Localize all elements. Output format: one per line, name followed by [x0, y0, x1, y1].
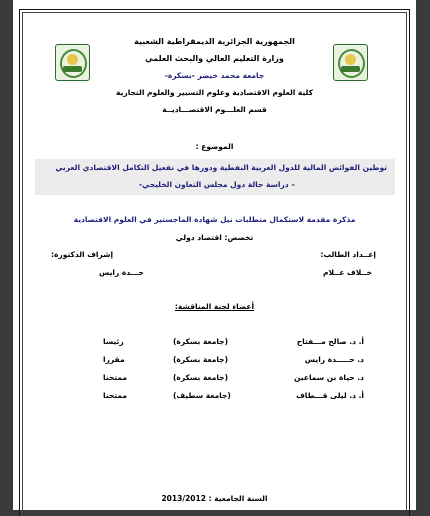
member-role: ممتحنا [103, 391, 128, 400]
supervisor-label: إشراف الدكتورة: [51, 250, 114, 259]
member-name: أ. د. صالح مـــفتاح [296, 337, 364, 346]
academic-year: السنة الجامعية : 2013/2012 [161, 494, 268, 503]
member-name: د. حـــــدة رايس [304, 355, 364, 364]
department-name: قسم العلـــوم الاقتصـــاديــة [162, 105, 267, 114]
ministry-heading: وزارة التعليم العالي والبحث العلمي [145, 54, 284, 63]
member-role: رئيسا [103, 337, 124, 346]
student-label: إعــداد الطالب: [320, 250, 376, 259]
thesis-title-line2: – دراسة حالة دول مجلس التعاون الخليجي- [139, 180, 295, 189]
member-name: د. حياة بن سماعين [294, 373, 364, 382]
member-affiliation: (جامعة بسكرة) [173, 373, 229, 382]
faculty-name: كلية العلوم الاقتصادية وعلوم التسيير والعلوم التجارية [116, 88, 313, 97]
member-name: أ. د. ليلى قـــطاف [296, 391, 364, 400]
topic-label: الموضوع : [195, 142, 234, 151]
memo-purpose: مذكرة مقدمة لاستكمال متطلبات نيل شهادة الماجستير في العلوم الاقتصادية [73, 215, 356, 224]
member-affiliation: (جامعة بسكرة) [173, 355, 229, 364]
republic-heading: الجمهورية الجزائرية الديمقراطية الشعبية [134, 37, 295, 46]
student-name: خــلاف عــلام [323, 268, 372, 277]
specialty: تخصص: اقتصاد دولي [175, 233, 254, 242]
member-role: ممتحنا [103, 373, 128, 382]
thesis-title-line1: توطين الفوائض المالية للدول العربية النفطية ودورها في تفعيل التكامل الاقتصادي العربي [55, 163, 387, 172]
member-affiliation: (جامعة سطيف) [173, 391, 231, 400]
university-name: جامعة محمد خيضر -بسكرة- [164, 71, 265, 80]
supervisor-name: حـــدة رايس [99, 268, 144, 277]
thesis-title-box [35, 159, 395, 195]
document-page [13, 0, 416, 510]
committee-title: أعضاء لجنة المناقشة: [174, 302, 255, 311]
member-affiliation: (جامعة بسكرة) [173, 337, 229, 346]
member-role: مقررا [103, 355, 125, 364]
